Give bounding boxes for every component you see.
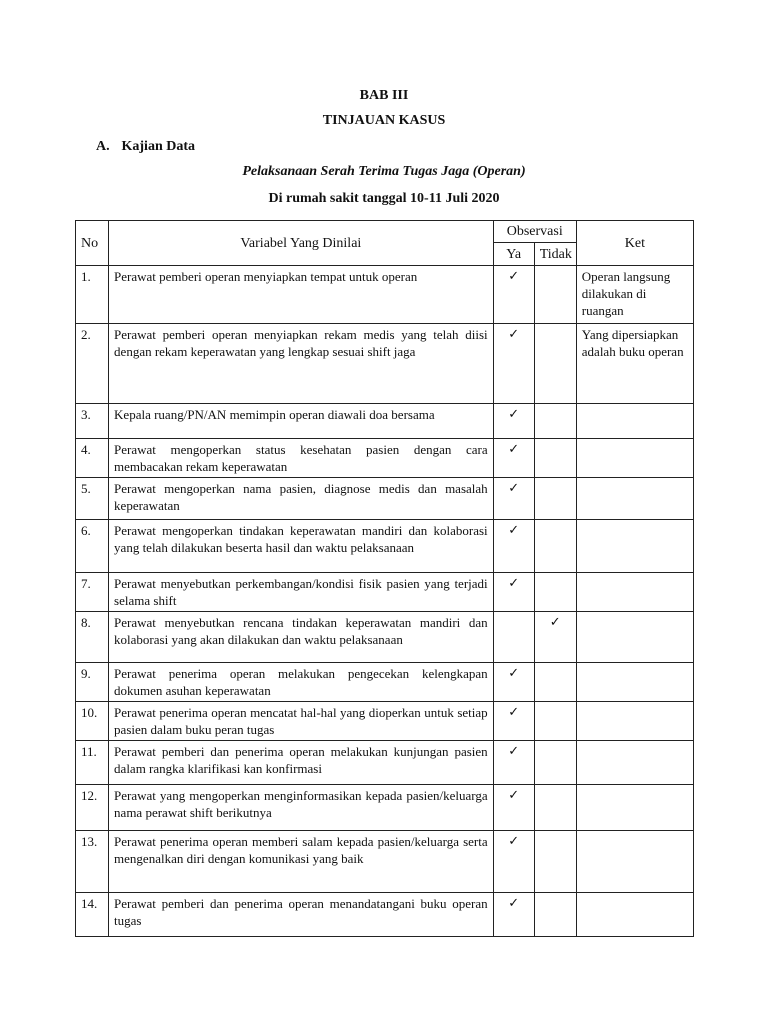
row-variable: Perawat yang mengoperkan menginformasikan kepada pasien/keluarga nama perawat shift berikutnya (109, 785, 494, 831)
row-variable: Perawat mengoperkan nama pasien, diagnose medis dan masalah keperawatan (109, 478, 494, 520)
row-number: 4. (76, 439, 109, 478)
row-note: Yang dipersiapkan adalah buku operan (576, 324, 693, 404)
table-row (76, 324, 694, 404)
row-not-cell (534, 573, 576, 612)
row-note (576, 831, 693, 893)
row-yes-cell (493, 741, 534, 785)
row-variable: Perawat mengoperkan tindakan keperawatan mandiri dan kolaborasi yang telah dilakukan beserta hasil dan waktu pelaksanaan (109, 520, 494, 573)
checkmark-icon: ✓ (508, 442, 520, 457)
checkmark-icon: ✓ (508, 705, 520, 720)
table-row (76, 573, 694, 612)
row-not-cell (534, 612, 576, 663)
row-number: 6. (76, 520, 109, 573)
row-variable: Perawat penerima operan mencatat hal-hal yang dioperkan untuk setiap pasien dalam buku peran tugas (109, 702, 494, 741)
row-note (576, 478, 693, 520)
table-row (76, 404, 694, 439)
row-number: 9. (76, 663, 109, 702)
header-no: No (76, 221, 109, 266)
row-variable: Perawat pemberi dan penerima operan menandatangani buku operan tugas (109, 893, 494, 937)
table-row (76, 702, 694, 741)
row-note (576, 741, 693, 785)
row-number: 2. (76, 324, 109, 404)
row-yes-cell (493, 663, 534, 702)
row-note (576, 663, 693, 702)
row-not-cell (534, 478, 576, 520)
chapter-heading: BAB III (359, 88, 409, 103)
checkmark-icon: ✓ (508, 666, 520, 681)
row-yes-cell (493, 702, 534, 741)
checkmark-icon: ✓ (508, 744, 520, 759)
row-variable: Perawat penerima operan melakukan pengecekan kelengkapan dokumen asuhan keperawatan (109, 663, 494, 702)
row-note: Operan langsung dilakukan di ruangan (576, 266, 693, 324)
row-yes-cell (493, 324, 534, 404)
row-not-cell (534, 520, 576, 573)
table-row (76, 520, 694, 573)
row-not-cell (534, 831, 576, 893)
section-heading (96, 139, 195, 155)
row-number: 11. (76, 741, 109, 785)
row-yes-cell (493, 266, 534, 324)
row-number: 5. (76, 478, 109, 520)
table-row (76, 893, 694, 937)
row-note (576, 893, 693, 937)
header-note: Ket (576, 221, 693, 266)
table-row (76, 612, 694, 663)
row-number: 8. (76, 612, 109, 663)
observation-table (75, 220, 694, 937)
row-number: 3. (76, 404, 109, 439)
row-number: 1. (76, 266, 109, 324)
date-line: Di rumah sakit tanggal 10-11 Juli 2020 (268, 191, 500, 206)
document-subtitle: Pelaksanaan Serah Terima Tugas Jaga (Operan) (242, 164, 526, 179)
row-variable: Perawat mengoperkan status kesehatan pasien dengan cara membacakan rekam keperawatan (109, 439, 494, 478)
row-variable: Perawat penerima operan memberi salam kepada pasien/keluarga serta mengenalkan diri dengan komunikasi yang baik (109, 831, 494, 893)
row-number: 12. (76, 785, 109, 831)
row-variable: Perawat pemberi operan menyiapkan tempat untuk operan (109, 266, 494, 324)
table-row (76, 439, 694, 478)
row-variable: Perawat menyebutkan perkembangan/kondisi fisik pasien yang terjadi selama shift (109, 573, 494, 612)
checkmark-icon: ✓ (508, 481, 520, 496)
chapter-title: TINJAUAN KASUS (322, 113, 446, 128)
row-variable: Perawat pemberi operan menyiapkan rekam medis yang telah diisi dengan rekam keperawatan yang lengkap sesuai shift jaga (109, 324, 494, 404)
row-not-cell (534, 663, 576, 702)
row-yes-cell (493, 573, 534, 612)
row-number: 14. (76, 893, 109, 937)
row-note (576, 702, 693, 741)
table-row (76, 831, 694, 893)
row-not-cell (534, 404, 576, 439)
row-not-cell (534, 893, 576, 937)
table-body (76, 266, 694, 937)
row-note (576, 573, 693, 612)
row-note (576, 612, 693, 663)
checkmark-icon: ✓ (549, 615, 561, 630)
row-note (576, 520, 693, 573)
row-yes-cell (493, 520, 534, 573)
row-yes-cell (493, 831, 534, 893)
checkmark-icon: ✓ (508, 523, 520, 538)
row-yes-cell (493, 893, 534, 937)
checkmark-icon: ✓ (508, 327, 520, 342)
table-header-row (76, 221, 694, 243)
row-number: 7. (76, 573, 109, 612)
header-observation: Observasi (493, 221, 576, 243)
row-number: 13. (76, 831, 109, 893)
checkmark-icon: ✓ (508, 269, 520, 284)
table-row (76, 663, 694, 702)
table-row (76, 478, 694, 520)
header-variable: Variabel Yang Dinilai (109, 221, 494, 266)
row-not-cell (534, 324, 576, 404)
checkmark-icon: ✓ (508, 407, 520, 422)
checkmark-icon: ✓ (508, 576, 520, 591)
row-variable: Perawat menyebutkan rencana tindakan keperawatan mandiri dan kolaborasi yang akan dilakukan dan waktu pelaksanaan (109, 612, 494, 663)
row-yes-cell (493, 478, 534, 520)
row-note (576, 404, 693, 439)
row-note (576, 439, 693, 478)
row-note (576, 785, 693, 831)
row-not-cell (534, 785, 576, 831)
row-yes-cell (493, 785, 534, 831)
header-not: Tidak (534, 243, 576, 266)
row-variable: Kepala ruang/PN/AN memimpin operan diawali doa bersama (109, 404, 494, 439)
section-label: Kajian Data (121, 139, 195, 154)
table-row (76, 741, 694, 785)
checkmark-icon: ✓ (508, 896, 520, 911)
row-yes-cell (493, 612, 534, 663)
row-number: 10. (76, 702, 109, 741)
table-row (76, 785, 694, 831)
row-not-cell (534, 741, 576, 785)
row-variable: Perawat pemberi dan penerima operan melakukan kunjungan pasien dalam rangka klarifikasi kan konfirmasi (109, 741, 494, 785)
checkmark-icon: ✓ (508, 788, 520, 803)
header-yes: Ya (493, 243, 534, 266)
section-number: A. (96, 139, 110, 154)
row-not-cell (534, 702, 576, 741)
row-yes-cell (493, 404, 534, 439)
row-not-cell (534, 266, 576, 324)
table-row (76, 266, 694, 324)
row-not-cell (534, 439, 576, 478)
row-yes-cell (493, 439, 534, 478)
checkmark-icon: ✓ (508, 834, 520, 849)
